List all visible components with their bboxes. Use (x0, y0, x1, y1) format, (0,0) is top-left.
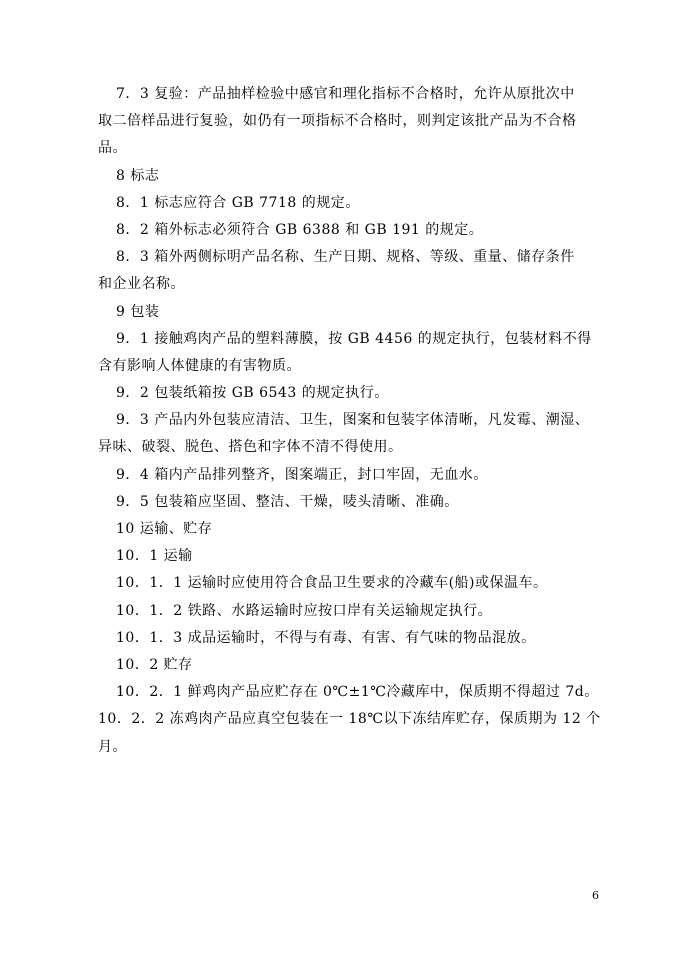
section-heading-9: 9 包装 (116, 303, 160, 320)
text-line-7-3-b: 取二倍样品进行复验，如仍有一项指标不合格时，则判定该批产品为不合格 (98, 113, 577, 130)
text-line-10-2-1: 10．2．1 鲜鸡肉产品应贮存在 0℃±1℃冷藏库中，保质期不得超过 7d。 (116, 684, 599, 701)
subsection-heading-10-1: 10．1 运输 (116, 548, 193, 565)
text-line-9-5: 9．5 包装箱应坚固、整洁、干燥，唛头清晰、准确。 (116, 493, 459, 510)
text-line-10-2-2-b: 月。 (98, 738, 127, 755)
document-body (98, 81, 616, 761)
text-line-8-1: 8．1 标志应符合 GB 7718 的规定。 (116, 194, 360, 211)
text-line-9-4: 9．4 箱内产品排列整齐，图案端正，封口牢固，无血水。 (116, 466, 488, 483)
text-line-10-1-2: 10．1．2 铁路、水路运输时应按口岸有关运输规定执行。 (116, 602, 493, 619)
subsection-heading-10-2: 10．2 贮存 (116, 656, 193, 673)
section-heading-8: 8 标志 (116, 167, 160, 184)
text-line-8-3-b: 和企业名称。 (98, 276, 185, 293)
text-line-10-2-2-a: 10．2．2 冻鸡肉产品应真空包装在一 18℃以下冻结库贮存，保质期为 12 个 (98, 711, 601, 728)
section-heading-10: 10 运输、贮存 (116, 521, 213, 537)
text-line-10-1-1: 10．1．1 运输时应使用符合食品卫生要求的冷藏车(船)或保温车。 (116, 575, 548, 592)
text-line-8-2: 8．2 箱外标志必须符合 GB 6388 和 GB 191 的规定。 (116, 221, 484, 238)
text-line-8-3-a: 8．3 箱外两侧标明产品名称、生产日期、规格、等级、重量、储存条件 (116, 249, 575, 266)
text-line-9-3-b: 异味、破裂、脱色、搭色和字体不清不得使用。 (98, 439, 403, 456)
text-line-9-2: 9．2 包装纸箱按 GB 6543 的规定执行。 (116, 385, 389, 402)
text-line-9-1-a: 9．1 接触鸡肉产品的塑料薄膜，按 GB 4456 的规定执行，包装材料不得 (116, 330, 592, 347)
text-line-9-3-a: 9．3 产品内外包装应清洁、卫生，图案和包装字体清晰，凡发霉、潮湿、 (116, 412, 590, 429)
text-line-10-1-3: 10．1．3 成品运输时，不得与有毒、有害、有气味的物品混放。 (116, 629, 536, 646)
text-line-7-3-c: 品。 (98, 140, 127, 157)
text-line-7-3-a: 7．3 复验：产品抽样检验中感官和理化指标不合格时，允许从原批次中 (116, 86, 575, 102)
page-number: 6 (592, 889, 599, 902)
text-line-9-1-b: 含有影响人体健康的有害物质。 (98, 357, 301, 374)
